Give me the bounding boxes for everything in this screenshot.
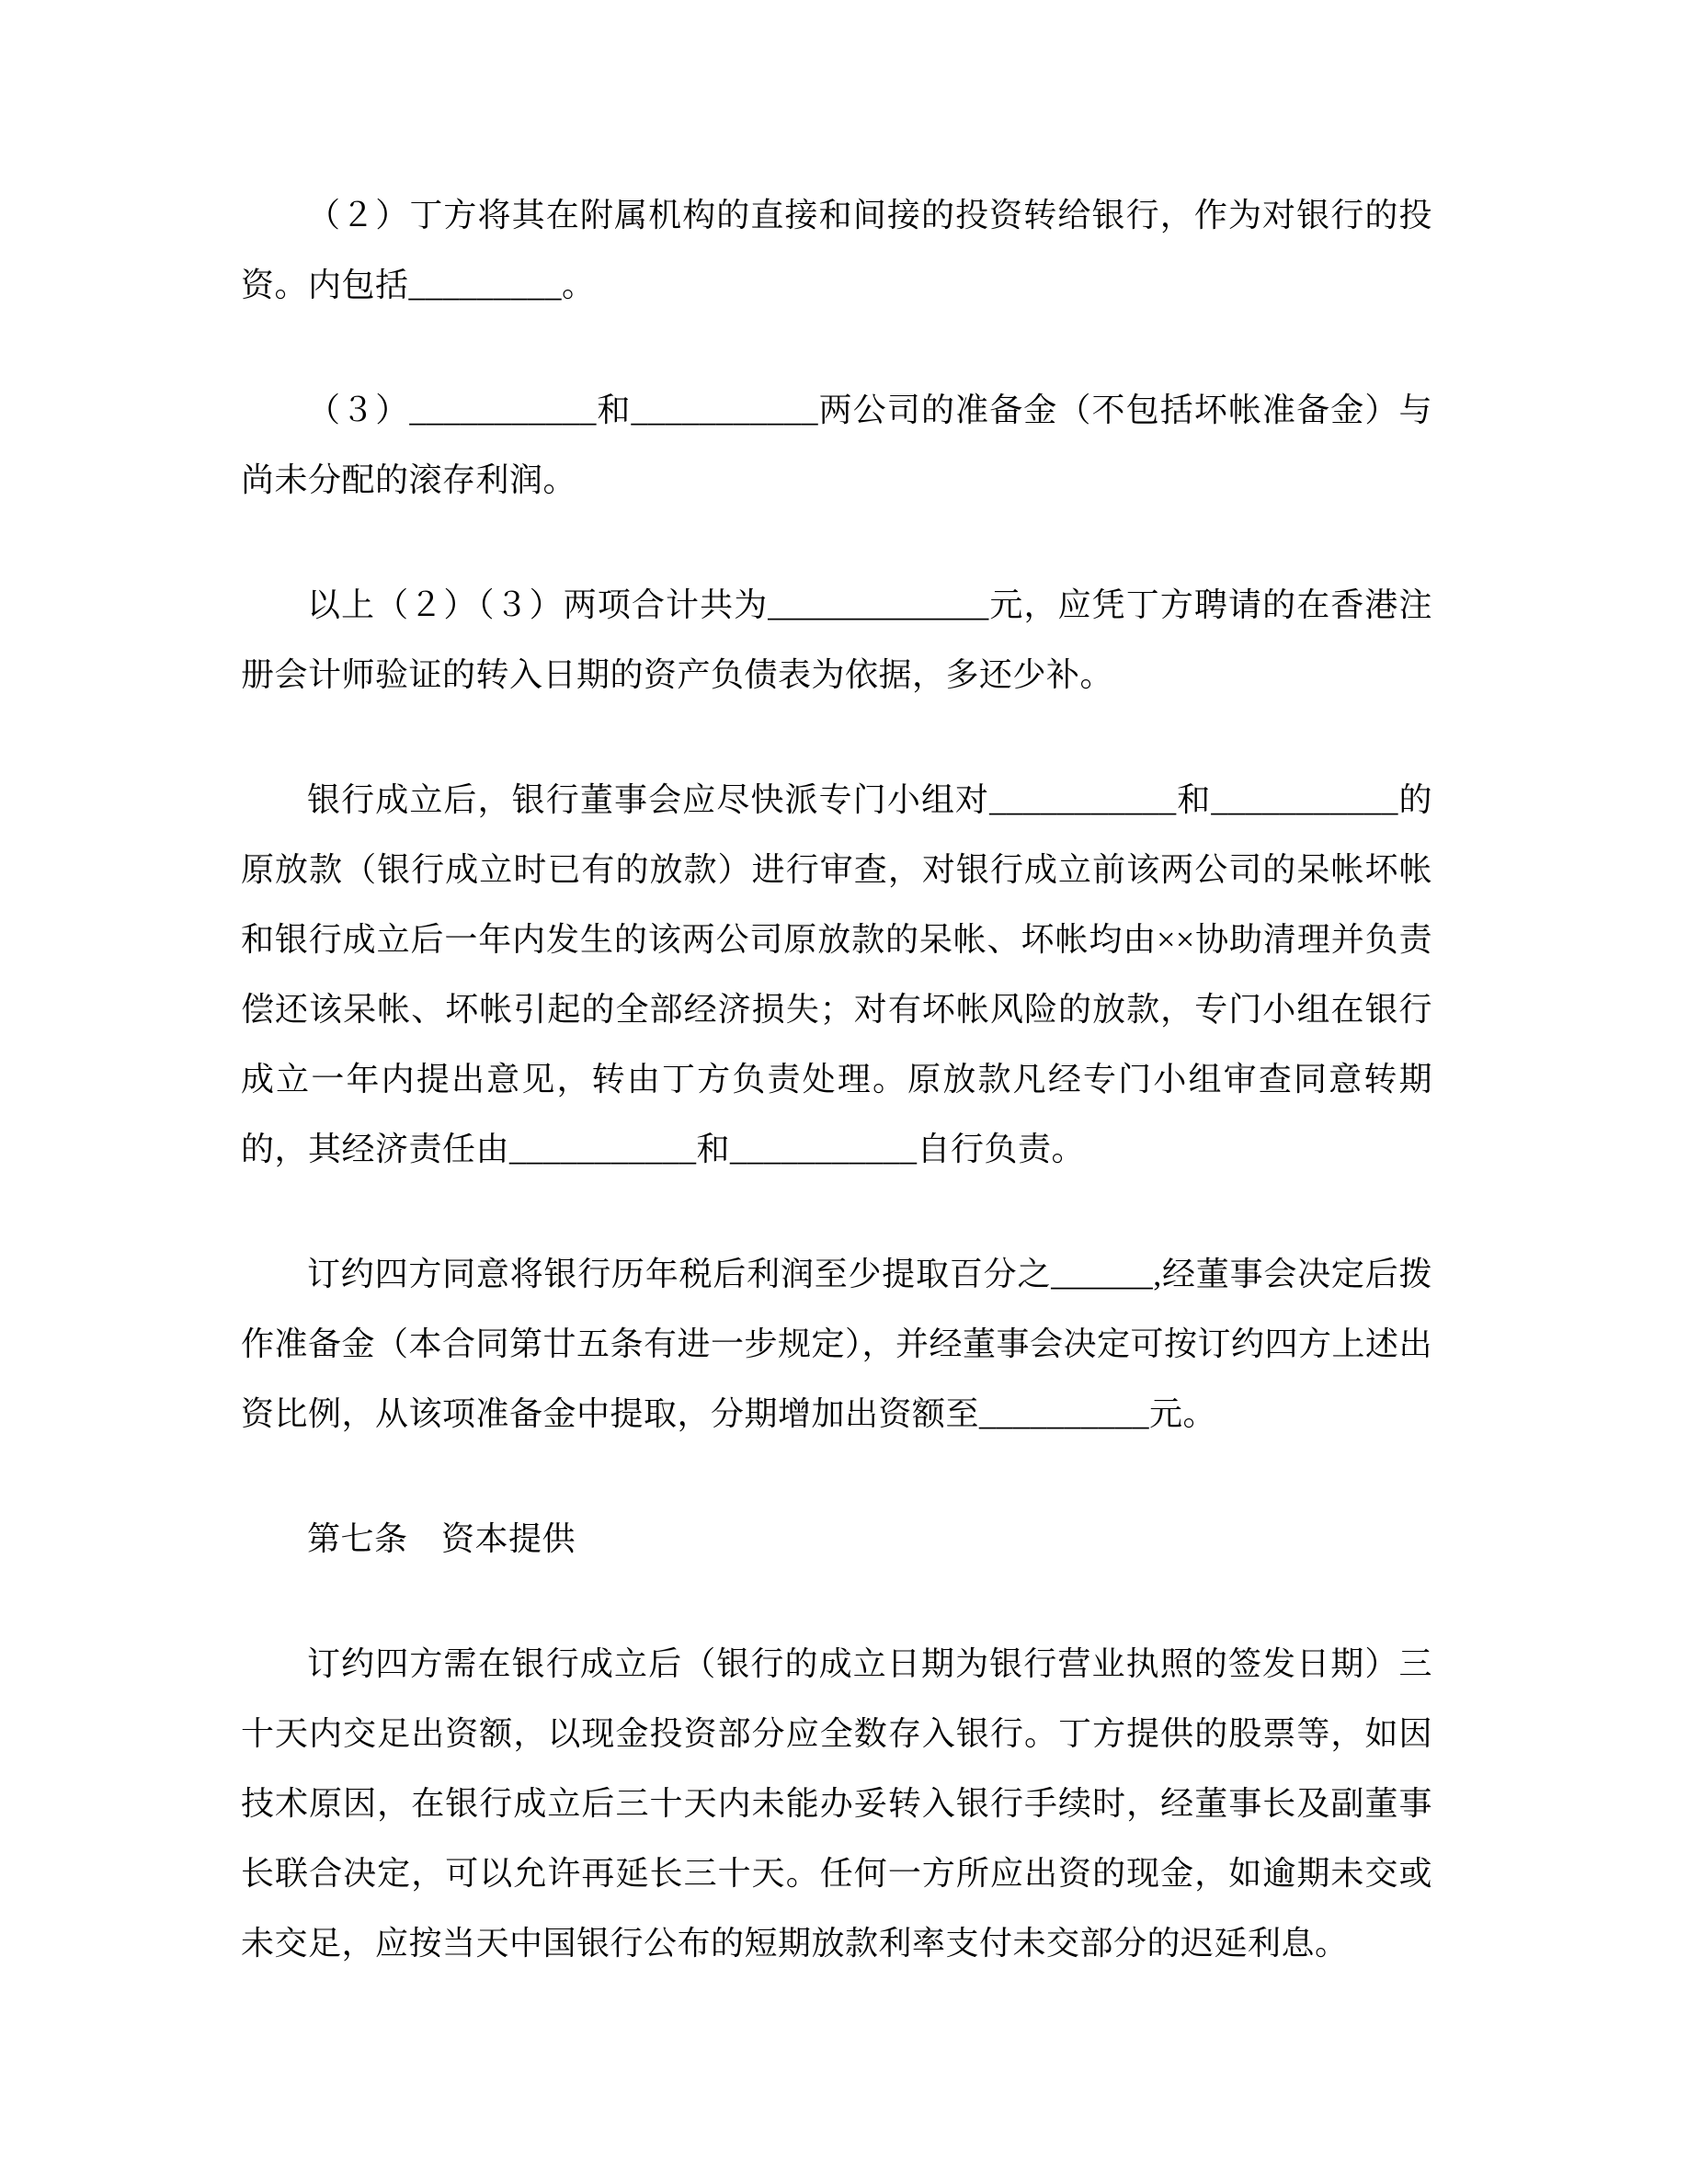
section-heading-article-7: 第七条 资本提供 bbox=[307, 1520, 576, 1557]
paragraph-loan-review: 银行成立后，银行董事会应尽快派专门小组对___________和___________的原放款（银行成立时已有的放款）进行审查，对银行成立前该两公司的呆帐坏帐和银行成立后一年内发生的该两公司原放款的呆帐、坏帐均由××协助清理并负责偿还该呆帐、坏帐引起的全部经济损失；对有坏帐风险的放款，专门小组在银行成立一年内提出意见，转由丁方负责处理。原放款凡经专门小组审查同意转期的，其经济责任由___________和___________自行负责。 bbox=[241, 781, 1432, 1167]
paragraph-reserve-fund: 订约四方同意将银行历年税后利润至少提取百分之______,经董事会决定后拨作准备金（本合同第廿五条有进一步规定），并经董事会决定可按订约四方上述出资比例，从该项准备金中提取，分期增加出资额至__________元。 bbox=[241, 1256, 1433, 1432]
paragraph-capital-provision: 订约四方需在银行成立后（银行的成立日期为银行营业执照的签发日期）三十天内交足出资额，以现金投资部分应全数存入银行。丁方提供的股票等，如因技术原因，在银行成立后三十天内未能办妥转入银行手续时，经董事长及副董事长联合决定，可以允许再延长三十天。任何一方所应出资的现金，如逾期未交或未交足，应按当天中国银行公布的短期放款利率支付未交部分的迟延利息。 bbox=[241, 1645, 1432, 1962]
paragraph-total-sum: 以上（２）（３）两项合计共为_____________元，应凭丁方聘请的在香港注册会计师验证的转入日期的资产负债表为依据，多还少补。 bbox=[241, 586, 1432, 693]
paragraph-item-3: （３）___________和___________两公司的准备金（不包括坏帐准备金）与尚未分配的滚存利润。 bbox=[241, 392, 1432, 498]
paragraph-item-2: （２）丁方将其在附属机构的直接和间接的投资转给银行，作为对银行的投资。内包括_________。 bbox=[241, 197, 1432, 303]
